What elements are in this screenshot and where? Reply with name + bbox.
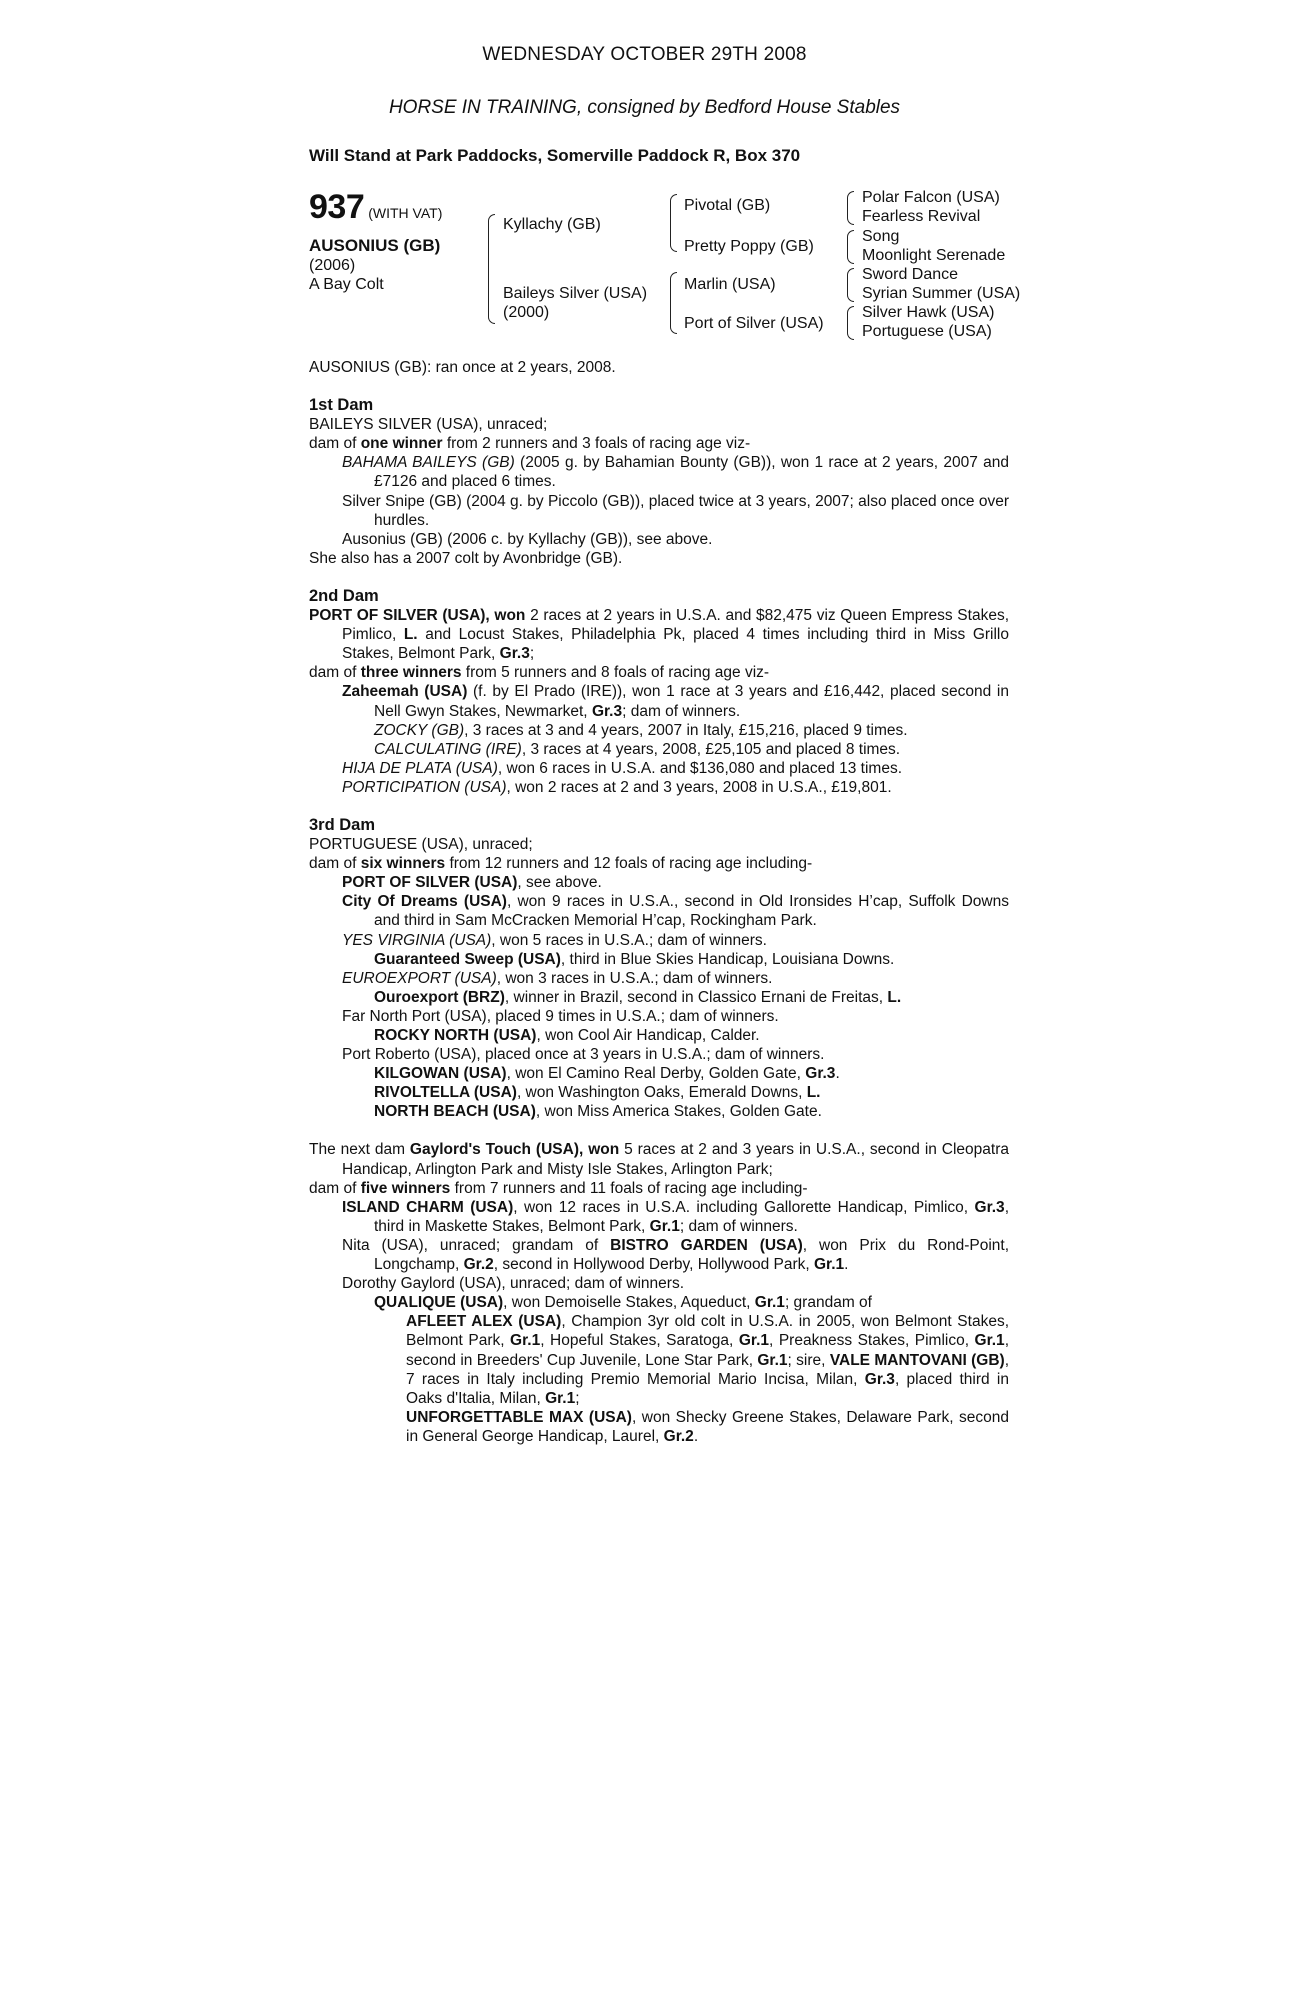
produce-entry: YES VIRGINIA (USA), won 5 races in U.S.A.; dam of winners. (342, 931, 767, 949)
produce-entry: EUROEXPORT (USA), won 3 races in U.S.A.; dam of winners. (342, 969, 773, 987)
next-dam-record: The next dam Gaylord's Touch (USA), won 5 races at 2 and 3 years in U.S.A., second in Cleopatra Handicap, Arlington Park and Misty Isle Stakes, Arlington Park; (309, 1141, 1009, 1178)
catalogue-body (309, 358, 1009, 1446)
produce-entry: ROCKY NORTH (USA), won Cool Air Handicap, Calder. (374, 1027, 760, 1044)
pedigree-sire: Kyllachy (GB) (503, 216, 601, 233)
pedigree-brace-dd (847, 306, 854, 340)
first-dam-produce-line: dam of one winner from 2 runners and 3 foals of racing age viz- (309, 435, 751, 453)
produce-entry: QUALIQUE (USA), won Demoiselle Stakes, Aqueduct, Gr.1; grandam of (374, 1294, 872, 1312)
pedigree-sdd: Moonlight Serenade (862, 247, 1006, 264)
pedigree-dam-dam: Port of Silver (USA) (684, 315, 824, 332)
produce-entry: Zaheemah (USA) (f. by El Prado (IRE)), won 1 race at 3 years and £16,442, placed second in Nell Gwyn Stakes, Newmarket, Gr.3; dam of winners. (342, 683, 1009, 720)
produce-entry: PORTICIPATION (USA), won 2 races at 2 and 3 years, 2008 in U.S.A., £19,801. (342, 778, 892, 796)
pedigree-dss: Sword Dance (862, 266, 959, 283)
produce-entry: Nita (USA), unraced; grandam of BISTRO GARDEN (USA), won Prix du Rond-Point, Longchamp, Gr.2, second in Hollywood Derby, Hollywood Park, Gr.1. (342, 1236, 1009, 1274)
third-dam-heading: 3rd Dam (309, 815, 376, 834)
produce-entry: Ouroexport (BRZ), winner in Brazil, second in Classico Ernani de Freitas, L. (374, 988, 902, 1006)
pedigree-brace-ds (847, 268, 854, 302)
second-dam-produce-line: dam of three winners from 5 runners and 8 foals of racing age viz- (309, 664, 770, 682)
pedigree-ddd: Portuguese (USA) (862, 323, 992, 340)
produce-entry: KILGOWAN (USA), won El Camino Real Derby, Golden Gate, Gr.3. (374, 1065, 840, 1083)
pedigree-brace-sire (670, 194, 677, 252)
pedigree-brace-ss (847, 191, 854, 225)
produce-entry: City Of Dreams (USA), won 9 races in U.S.A., second in Old Ironsides H’cap, Suffolk Downs and third in Sam McCracken Memorial H’cap, Rockingham Park. (342, 893, 1009, 930)
pedigree-dds: Silver Hawk (USA) (862, 304, 995, 321)
produce-entry: CALCULATING (IRE), 3 races at 4 years, 2008, £25,105 and placed 8 times. (374, 740, 901, 758)
pedigree-dsd: Syrian Summer (USA) (862, 285, 1021, 302)
next-dam-produce-line: dam of five winners from 7 runners and 11 foals of racing age including- (309, 1179, 808, 1197)
lot-number: 937 (309, 188, 365, 226)
pedigree-sire-sire: Pivotal (GB) (684, 197, 771, 214)
pedigree-sds: Song (862, 228, 900, 245)
horse-name: AUSONIUS (GB) (309, 236, 441, 255)
horse-description: A Bay Colt (309, 276, 384, 293)
horse-year: (2006) (309, 257, 356, 274)
pedigree-brace-dam (670, 272, 677, 334)
produce-entry: Ausonius (GB) (2006 c. by Kyllachy (GB)), see above. (342, 530, 713, 548)
produce-entry: Port Roberto (USA), placed once at 3 years in U.S.A.; dam of winners. (342, 1046, 825, 1064)
pedigree-brace-gen1 (488, 214, 495, 324)
third-dam-produce-line: dam of six winners from 12 runners and 12 foals of racing age including- (309, 855, 813, 873)
produce-entry: Guaranteed Sweep (USA), third in Blue Skies Handicap, Louisiana Downs. (374, 950, 895, 968)
pedigree-dam: Baileys Silver (USA) (503, 285, 648, 302)
pedigree-dam-year: (2000) (503, 304, 550, 321)
produce-entry: Dorothy Gaylord (USA), unraced; dam of winners. (342, 1275, 684, 1293)
produce-entry: PORT OF SILVER (USA), see above. (342, 874, 602, 892)
produce-entry: Far North Port (USA), placed 9 times in U.S.A.; dam of winners. (342, 1007, 779, 1025)
pedigree-brace-sd (847, 230, 854, 264)
produce-entry: ZOCKY (GB), 3 races at 3 and 4 years, 2007 in Italy, £15,216, placed 9 times. (374, 721, 908, 739)
vat-note: (WITH VAT) (368, 205, 443, 221)
pedigree-sss: Polar Falcon (USA) (862, 189, 1000, 206)
consignment-line: HORSE IN TRAINING, consigned by Bedford House Stables (388, 97, 901, 118)
produce-entry: Silver Snipe (GB) (2004 g. by Piccolo (GB)), placed twice at 3 years, 2007; also placed once over hurdles. (342, 492, 1009, 529)
produce-entry: ISLAND CHARM (USA), won 12 races in U.S.A. including Gallorette Handicap, Pimlico, Gr.3, third in Maskette Stakes, Belmont Park, Gr.1; dam of winners. (342, 1198, 1009, 1235)
produce-entry: RIVOLTELLA (USA), won Washington Oaks, Emerald Downs, L. (374, 1084, 821, 1102)
produce-entry: AFLEET ALEX (USA), Champion 3yr old colt in U.S.A. in 2005, won Belmont Stakes, Belmont Park, Gr.1, Hopeful Stakes, Saratoga, Gr.1, Preakness Stakes, Pimlico, Gr.1, second in Breeders' Cup Juvenile, Lone Star Park, Gr.1; sire, VALE MANTOVANI (GB), 7 races in Italy including Premio Memorial Mario Incisa, Milan, Gr.3, placed third in Oaks d'Italia, Milan, Gr.1; (406, 1313, 1010, 1407)
pedigree-ssd: Fearless Revival (862, 208, 981, 225)
first-dam-heading: 1st Dam (309, 396, 374, 415)
produce-entry: BAHAMA BAILEYS (GB) (2005 g. by Bahamian Bounty (GB)), won 1 race at 2 years, 2007 and £7126 and placed 6 times. (342, 454, 1009, 491)
race-summary: AUSONIUS (GB): ran once at 2 years, 2008. (309, 359, 616, 376)
pedigree-dam-sire: Marlin (USA) (684, 276, 776, 293)
lot-number-block (309, 188, 442, 227)
pedigree-sire-dam: Pretty Poppy (GB) (684, 238, 814, 255)
second-dam-record: PORT OF SILVER (USA), won 2 races at 2 years in U.S.A. and $82,475 viz Queen Empress Stakes, Pimlico, L. and Locust Stakes, Philadelphia Pk, placed 4 times including third in Miss Grillo Stakes, Belmont Park, Gr.3; (309, 607, 1009, 663)
produce-entry: NORTH BEACH (USA), won Miss America Stakes, Golden Gate. (374, 1103, 822, 1121)
first-dam-line: BAILEYS SILVER (USA), unraced; (309, 416, 548, 434)
produce-entry: HIJA DE PLATA (USA), won 6 races in U.S.A. and $136,080 and placed 13 times. (342, 759, 903, 777)
produce-entry: UNFORGETTABLE MAX (USA), won Shecky Greene Stakes, Delaware Park, second in General George Handicap, Laurel, Gr.2. (406, 1408, 1009, 1445)
stand-location: Will Stand at Park Paddocks, Somerville Paddock R, Box 370 (309, 146, 801, 165)
third-dam-line: PORTUGUESE (USA), unraced; (309, 836, 533, 854)
second-dam-heading: 2nd Dam (309, 586, 379, 605)
first-dam-note: She also has a 2007 colt by Avonbridge (GB). (309, 549, 623, 567)
sale-date: WEDNESDAY OCTOBER 29TH 2008 (482, 44, 807, 65)
